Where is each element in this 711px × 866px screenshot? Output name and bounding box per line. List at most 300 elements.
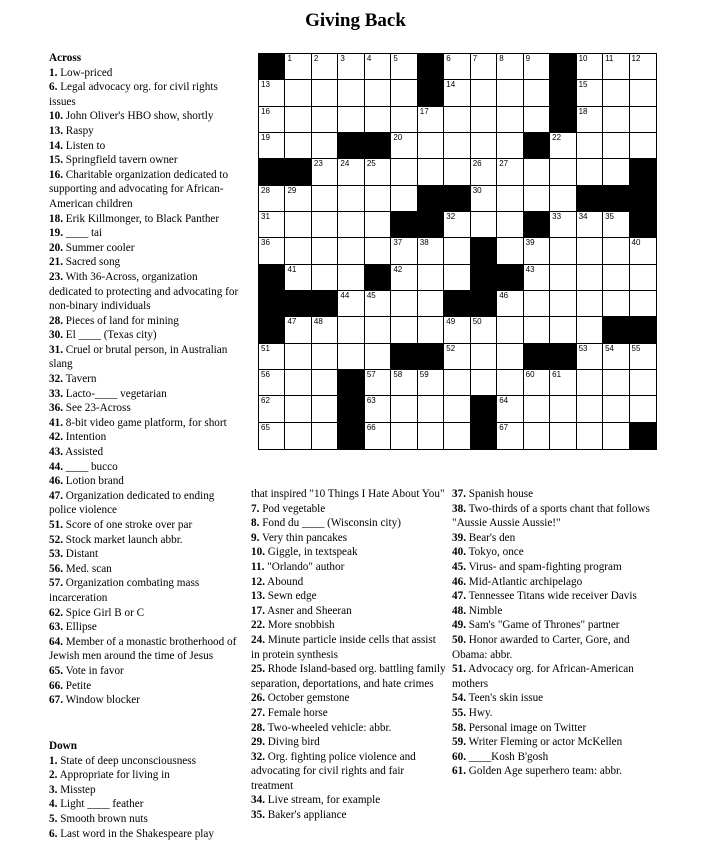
cell-number: 42 (393, 264, 403, 274)
grid-cell[interactable] (471, 159, 497, 185)
grid-cell[interactable] (418, 370, 444, 396)
grid-cell[interactable] (365, 212, 391, 238)
clue-number: 51. (49, 519, 63, 531)
grid-cell[interactable] (312, 396, 338, 422)
grid-cell[interactable] (285, 133, 311, 159)
cell-number: 2 (313, 54, 319, 63)
grid-cell[interactable] (418, 291, 444, 317)
down-clue (251, 545, 447, 560)
grid-cell[interactable] (444, 317, 470, 343)
grid-cell[interactable] (550, 317, 576, 343)
grid-cell[interactable] (391, 317, 417, 343)
grid-cell[interactable] (285, 344, 311, 370)
cell-number: 51 (261, 343, 270, 353)
grid-cell[interactable] (338, 107, 364, 133)
grid-black-square (259, 291, 285, 317)
grid-cell[interactable] (391, 370, 417, 396)
grid-black-square (312, 291, 338, 317)
grid-cell[interactable] (524, 186, 550, 212)
grid-cell[interactable] (444, 423, 470, 449)
grid-cell[interactable] (630, 396, 656, 422)
grid-cell[interactable] (365, 186, 391, 212)
grid-cell[interactable] (471, 80, 497, 106)
clue-text: Petite (62, 679, 92, 692)
grid-cell[interactable] (338, 80, 364, 106)
grid-cell[interactable] (577, 159, 603, 185)
grid-cell[interactable] (365, 344, 391, 370)
clue-number: 62. (49, 606, 63, 619)
cell-number: 39 (525, 238, 535, 248)
grid-cell[interactable] (577, 212, 603, 238)
clue-text: Tennessee Titans wide receiver Davis (465, 590, 637, 603)
grid-cell[interactable] (285, 107, 311, 133)
cell-number: 28 (261, 185, 270, 195)
down-clue-list-b (251, 502, 447, 823)
grid-cell[interactable] (259, 186, 285, 212)
grid-cell[interactable] (497, 317, 523, 343)
grid-cell[interactable] (497, 344, 523, 370)
cell-number: 4 (366, 54, 372, 63)
across-clue (49, 445, 241, 460)
cell-number: 48 (313, 317, 323, 327)
grid-cell[interactable] (603, 370, 629, 396)
across-clue (49, 153, 241, 168)
clue-number: 50. (452, 633, 466, 646)
grid-cell[interactable] (630, 265, 656, 291)
down-clue (251, 735, 447, 750)
grid-cell[interactable] (603, 80, 629, 106)
grid-cell[interactable] (603, 159, 629, 185)
clue-text: Smooth brown nuts (57, 812, 148, 825)
grid-cell[interactable] (497, 238, 523, 264)
grid-cell[interactable] (285, 265, 311, 291)
clue-number: 21. (49, 256, 63, 269)
down-clue (452, 691, 652, 706)
grid-cell[interactable] (365, 423, 391, 449)
grid-black-square (338, 396, 364, 422)
grid-cell[interactable] (259, 133, 285, 159)
grid-cell[interactable] (577, 80, 603, 106)
grid-cell[interactable] (550, 370, 576, 396)
clue-number: 49. (452, 619, 466, 632)
grid-cell[interactable] (577, 238, 603, 264)
cell-number: 24 (340, 159, 350, 169)
grid-cell[interactable] (365, 107, 391, 133)
clue-text: Personal image on Twitter (465, 721, 587, 734)
grid-cell[interactable] (471, 107, 497, 133)
grid-cell[interactable] (550, 265, 576, 291)
cell-number: 16 (261, 106, 270, 116)
grid-cell[interactable] (471, 212, 497, 238)
across-clue (49, 270, 241, 314)
clue-number: 46. (452, 575, 466, 588)
grid-cell[interactable] (444, 344, 470, 370)
grid-cell[interactable] (471, 186, 497, 212)
clue-text: Member of a monastic brotherhood of Jewish men around the time of Jesus (49, 635, 237, 663)
grid-cell[interactable] (630, 370, 656, 396)
grid-cell[interactable] (603, 396, 629, 422)
grid-cell[interactable] (497, 54, 523, 80)
grid-cell[interactable] (497, 186, 523, 212)
grid-cell[interactable] (471, 370, 497, 396)
grid-cell[interactable] (444, 370, 470, 396)
cell-number: 15 (578, 80, 588, 90)
grid-cell[interactable] (312, 265, 338, 291)
grid-cell[interactable] (391, 159, 417, 185)
grid-cell[interactable] (259, 212, 285, 238)
grid-cell[interactable] (259, 107, 285, 133)
grid-cell[interactable] (259, 370, 285, 396)
clue-text: Mid-Atlantic archipelago (465, 575, 583, 588)
clue-text: Two-thirds of a sports chant that follows "Aussie Aussie Aussie!" (452, 502, 650, 530)
grid-cell[interactable] (524, 317, 550, 343)
down-clue (452, 764, 652, 779)
clue-number: 51. (452, 663, 466, 676)
grid-cell[interactable] (312, 370, 338, 396)
grid-cell[interactable] (577, 107, 603, 133)
cell-number: 37 (393, 238, 403, 248)
down-clue (452, 662, 652, 691)
grid-cell[interactable] (418, 238, 444, 264)
grid-cell[interactable] (391, 107, 417, 133)
grid-cell[interactable] (259, 238, 285, 264)
down-clue (452, 706, 652, 721)
down-clue (251, 706, 447, 721)
grid-cell[interactable] (338, 159, 364, 185)
down-clue (251, 589, 447, 604)
grid-cell[interactable] (312, 317, 338, 343)
grid-cell[interactable] (391, 423, 417, 449)
grid-cell[interactable] (391, 80, 417, 106)
grid-cell[interactable] (365, 370, 391, 396)
grid-cell[interactable] (603, 107, 629, 133)
grid-cell[interactable] (418, 423, 444, 449)
grid-black-square (259, 159, 285, 185)
grid-cell[interactable] (418, 133, 444, 159)
clue-number: 46. (49, 475, 63, 488)
grid-black-square (338, 423, 364, 449)
clue-text: Sacred song (62, 256, 121, 269)
grid-cell[interactable] (524, 423, 550, 449)
grid-cell[interactable] (603, 291, 629, 317)
grid-cell[interactable] (418, 317, 444, 343)
grid-cell[interactable] (550, 396, 576, 422)
grid-cell[interactable] (444, 265, 470, 291)
clue-number: 48. (452, 604, 466, 617)
grid-cell[interactable] (365, 317, 391, 343)
grid-cell[interactable] (391, 186, 417, 212)
grid-black-square (550, 80, 576, 106)
grid-cell[interactable] (391, 133, 417, 159)
clue-text: Distant (62, 548, 99, 561)
grid-cell[interactable] (471, 344, 497, 370)
grid-cell[interactable] (444, 107, 470, 133)
grid-cell[interactable] (391, 54, 417, 80)
grid-cell[interactable] (630, 238, 656, 264)
clue-text: Baker's appliance (264, 809, 347, 822)
across-clue-list (49, 66, 241, 708)
cell-number: 30 (472, 185, 482, 195)
across-clue (49, 474, 241, 489)
grid-cell[interactable] (338, 344, 364, 370)
cell-number: 57 (366, 370, 376, 379)
grid-cell[interactable] (285, 423, 311, 449)
cell-number: 60 (525, 370, 535, 379)
grid-cell[interactable] (259, 396, 285, 422)
clue-number: 6. (49, 81, 58, 94)
grid-cell[interactable] (259, 344, 285, 370)
grid-cell[interactable] (524, 54, 550, 80)
clue-number: 57. (49, 577, 63, 590)
clue-number: 33. (49, 387, 63, 400)
clue-number: 54. (452, 692, 466, 705)
clue-text: Light ____ feather (57, 798, 144, 811)
down-clue (49, 754, 241, 769)
grid-cell[interactable] (418, 107, 444, 133)
grid-cell[interactable] (630, 107, 656, 133)
grid-cell[interactable] (312, 80, 338, 106)
grid-cell[interactable] (444, 54, 470, 80)
grid-cell[interactable] (550, 186, 576, 212)
grid-cell[interactable] (391, 265, 417, 291)
grid-cell[interactable] (524, 291, 550, 317)
grid-cell[interactable] (577, 423, 603, 449)
grid-cell[interactable] (524, 80, 550, 106)
clue-number: 25. (251, 663, 265, 676)
grid-cell[interactable] (365, 80, 391, 106)
grid-black-square (497, 265, 523, 291)
grid-cell[interactable] (471, 54, 497, 80)
clue-text: Last word in the Shakespeare play (57, 827, 214, 840)
grid-black-square (577, 186, 603, 212)
across-clue (49, 635, 241, 664)
grid-cell[interactable] (630, 54, 656, 80)
grid-cell[interactable] (338, 265, 364, 291)
grid-cell[interactable] (338, 238, 364, 264)
clue-number: 16. (49, 168, 63, 181)
grid-black-square (444, 291, 470, 317)
grid-cell[interactable] (630, 80, 656, 106)
grid-cell[interactable] (577, 133, 603, 159)
grid-cell[interactable] (338, 212, 364, 238)
grid-cell[interactable] (312, 186, 338, 212)
grid-cell[interactable] (285, 238, 311, 264)
grid-cell[interactable] (285, 54, 311, 80)
down-clue (251, 808, 447, 823)
clue-text: Low-priced (57, 66, 113, 79)
clue-number: 42. (49, 431, 63, 444)
grid-cell[interactable] (391, 396, 417, 422)
grid-cell[interactable] (285, 370, 311, 396)
grid-cell[interactable] (444, 396, 470, 422)
down-clue (251, 502, 447, 517)
grid-cell[interactable] (577, 396, 603, 422)
grid-cell[interactable] (365, 238, 391, 264)
grid-cell[interactable] (259, 80, 285, 106)
grid-cell[interactable] (630, 291, 656, 317)
grid-cell[interactable] (259, 423, 285, 449)
grid-cell[interactable] (285, 80, 311, 106)
grid-cell[interactable] (524, 396, 550, 422)
grid-cell[interactable] (365, 54, 391, 80)
grid-cell[interactable] (550, 212, 576, 238)
across-clue (49, 489, 241, 518)
cell-number: 64 (499, 396, 509, 406)
grid-cell[interactable] (497, 133, 523, 159)
grid-cell[interactable] (577, 265, 603, 291)
grid-cell[interactable] (577, 344, 603, 370)
grid-black-square (550, 54, 576, 80)
grid-cell[interactable] (285, 186, 311, 212)
clue-text: 8-bit video game platform, for short (62, 416, 227, 429)
grid-cell[interactable] (630, 133, 656, 159)
grid-cell[interactable] (338, 291, 364, 317)
across-clue (49, 80, 241, 109)
down-heading: Down (49, 740, 77, 752)
grid-cell[interactable] (338, 317, 364, 343)
grid-cell[interactable] (338, 186, 364, 212)
grid-cell[interactable] (312, 344, 338, 370)
clue-text: Abound (264, 575, 304, 588)
grid-cell[interactable] (603, 54, 629, 80)
grid-cell[interactable] (603, 265, 629, 291)
grid-cell[interactable] (524, 107, 550, 133)
grid-cell[interactable] (524, 238, 550, 264)
clue-number: 29. (251, 736, 265, 749)
grid-black-square (418, 212, 444, 238)
grid-black-square (285, 291, 311, 317)
grid-black-square (603, 186, 629, 212)
clue-number: 6. (49, 827, 58, 840)
grid-cell[interactable] (418, 159, 444, 185)
grid-cell[interactable] (550, 423, 576, 449)
grid-black-square (338, 133, 364, 159)
grid-cell[interactable] (497, 291, 523, 317)
cell-number: 23 (313, 159, 323, 169)
grid-cell[interactable] (603, 238, 629, 264)
grid-black-square (365, 133, 391, 159)
grid-cell[interactable] (524, 159, 550, 185)
grid-cell[interactable] (418, 396, 444, 422)
grid-cell[interactable] (444, 238, 470, 264)
grid-cell[interactable] (550, 159, 576, 185)
clue-number: 67. (49, 694, 63, 707)
grid-cell[interactable] (497, 212, 523, 238)
cell-number: 8 (499, 54, 504, 63)
clue-text: Organization combating mass incarceration (49, 577, 200, 604)
grid-cell[interactable] (524, 370, 550, 396)
clue-number: 23. (49, 270, 63, 283)
cell-number: 36 (261, 238, 270, 248)
clue-number: 32. (251, 750, 265, 763)
grid-cell[interactable] (577, 291, 603, 317)
clue-text: ____ bucco (62, 460, 118, 473)
grid-black-square (418, 344, 444, 370)
clue-number: 17. (251, 604, 265, 617)
across-clue (49, 547, 241, 562)
grid-black-square (259, 317, 285, 343)
grid-cell[interactable] (497, 370, 523, 396)
grid-cell[interactable] (630, 344, 656, 370)
grid-cell[interactable] (471, 133, 497, 159)
grid-cell[interactable] (497, 159, 523, 185)
grid-cell[interactable] (312, 238, 338, 264)
cell-number: 59 (419, 370, 429, 379)
grid-cell[interactable] (497, 396, 523, 422)
clue-number: 37. (452, 488, 466, 500)
grid-cell[interactable] (312, 133, 338, 159)
across-clue (49, 533, 241, 548)
grid-cell[interactable] (312, 212, 338, 238)
grid-cell[interactable] (577, 317, 603, 343)
clue-number: 34. (251, 794, 265, 807)
grid-cell[interactable] (338, 54, 364, 80)
grid-cell[interactable] (471, 317, 497, 343)
grid-cell[interactable] (444, 80, 470, 106)
clue-number: 52. (49, 533, 63, 546)
grid-cell[interactable] (577, 54, 603, 80)
grid-cell[interactable] (550, 291, 576, 317)
grid-cell[interactable] (312, 159, 338, 185)
grid-cell[interactable] (312, 423, 338, 449)
clue-text: Giggle, in textspeak (264, 546, 358, 559)
down-clue (452, 618, 652, 633)
grid-cell[interactable] (312, 54, 338, 80)
grid-cell[interactable] (603, 133, 629, 159)
grid-cell[interactable] (444, 212, 470, 238)
grid-cell[interactable] (603, 423, 629, 449)
grid-black-square (524, 212, 550, 238)
grid-black-square (630, 317, 656, 343)
grid-cell[interactable] (365, 396, 391, 422)
grid-cell[interactable] (391, 238, 417, 264)
across-clue (49, 241, 241, 256)
grid-cell[interactable] (444, 159, 470, 185)
grid-cell[interactable] (444, 133, 470, 159)
down-clues-continued-2 (452, 487, 652, 779)
grid-cell[interactable] (497, 80, 523, 106)
grid-cell[interactable] (285, 212, 311, 238)
clue-text: Intention (62, 431, 107, 444)
clue-text: Fond du ____ (Wisconsin city) (259, 517, 401, 530)
grid-cell[interactable] (365, 291, 391, 317)
clue-text: Golden Age superhero team: abbr. (465, 765, 622, 778)
grid-cell[interactable] (418, 265, 444, 291)
grid-cell[interactable] (524, 265, 550, 291)
grid-cell[interactable] (497, 107, 523, 133)
grid-cell[interactable] (550, 133, 576, 159)
across-clue (49, 328, 241, 343)
grid-cell[interactable] (285, 317, 311, 343)
grid-black-square (550, 107, 576, 133)
grid-cell[interactable] (577, 370, 603, 396)
grid-cell[interactable] (603, 344, 629, 370)
grid-cell[interactable] (312, 107, 338, 133)
across-clue (49, 664, 241, 679)
grid-cell[interactable] (497, 423, 523, 449)
across-clue (49, 255, 241, 270)
grid-cell[interactable] (603, 212, 629, 238)
clue-text: Sewn edge (264, 590, 317, 603)
grid-cell[interactable] (550, 238, 576, 264)
down-clue (49, 797, 241, 812)
clue-text: Spice Girl B or C (62, 606, 145, 619)
clue-text: Spanish house (465, 488, 534, 500)
grid-cell[interactable] (365, 159, 391, 185)
grid-cell[interactable] (391, 291, 417, 317)
grid-black-square (630, 212, 656, 238)
grid-cell[interactable] (285, 396, 311, 422)
